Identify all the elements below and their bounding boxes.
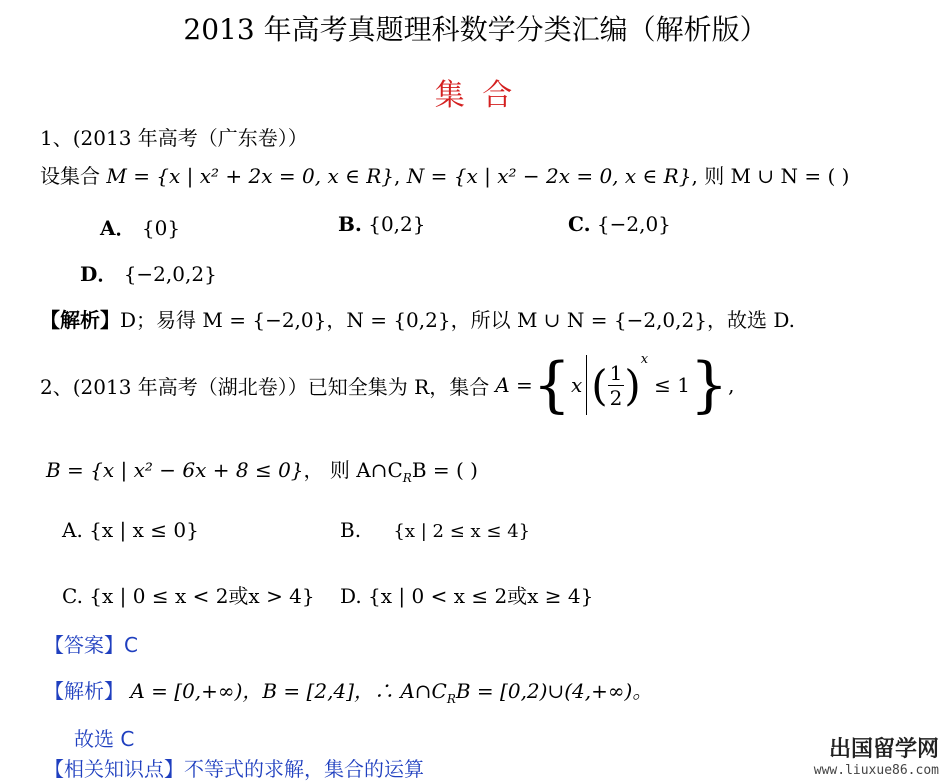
q2-answer <box>44 629 138 658</box>
q2-option-d: D. {x | 0 < x ≤ 2或x ≥ 4} <box>340 584 594 608</box>
q2-header-row: 2、(2013 年高考（湖北卷））已知全集为 R，集合 A = { x ( $\frac{1}{2}$ ) x ≤ 1 } , <box>40 350 735 420</box>
q2-knowledge-text: 不等式的求解，集合的运算 <box>184 757 424 781</box>
q1-option-c-label: C. <box>568 212 591 236</box>
q1-set-n: N = {x | x² − 2x = 0, x ∈ R} <box>406 164 692 188</box>
right-brace-icon: } <box>689 350 729 420</box>
left-brace-icon: { <box>532 350 571 420</box>
q2-option-b <box>340 518 530 542</box>
q2-option-a: A. {x | x ≤ 0} <box>62 518 199 542</box>
q1-ask: 则 M ∪ N = ( ) <box>704 164 850 188</box>
watermark-url: www.liuxue86.com <box>813 763 939 778</box>
divider-bar <box>586 355 587 415</box>
q1-option-c <box>568 212 671 236</box>
watermark <box>814 732 939 778</box>
q1-analysis-tag: 【解析】 <box>40 308 120 332</box>
q2-analysis-tag: 【解析】 <box>44 679 124 703</box>
q2-conclusion: 故选 C <box>74 727 135 751</box>
q2-set-a-suffix: ≤ 1 <box>654 373 690 397</box>
right-paren-icon: ) <box>624 360 641 410</box>
q2-set-a-x: x <box>570 373 583 397</box>
q1-option-a <box>100 212 180 241</box>
section-title: 集 合 <box>434 78 517 113</box>
q1-option-a-value: {0} <box>141 216 181 240</box>
q2-fraction <box>608 361 625 410</box>
q2-frac-den: 2 <box>609 385 623 410</box>
q1-option-b <box>338 212 426 236</box>
q2-exponent: x <box>640 352 649 367</box>
q2-set-b-row: B = {x | x² − 6x + 8 ≤ 0}， 则 $A\cap C_RB$ = ( ) <box>46 458 478 485</box>
page-title: 2013 年高考真题理科数学分类汇编（解析版） <box>183 13 768 46</box>
q2-set-b: B = {x | x² − 6x + 8 ≤ 0} <box>46 458 304 482</box>
q1-option-b-label: B. <box>338 212 362 236</box>
q1-option-d-label: D． <box>80 262 118 286</box>
q2-analysis-sub: R <box>446 692 456 706</box>
q2-set-a-prefix: A = <box>495 373 533 397</box>
q1-option-c-value: {−2,0} <box>596 212 671 236</box>
q1-header: 1、(2013 年高考（广东卷）） <box>40 126 308 150</box>
q2-analysis-text: A = [0,+∞)，B = [2,4]，∴ A∩C <box>130 679 447 703</box>
q1-option-b-value: {0,2} <box>368 212 426 236</box>
q2-answer-value: C <box>124 633 138 657</box>
q2-knowledge-tag: 【相关知识点】 <box>44 757 184 781</box>
watermark-name: 出国留学网 <box>828 737 939 762</box>
q2-ask-tail: B = ( ) <box>411 458 478 482</box>
q2-ask: 则 A∩C <box>329 458 403 482</box>
q2-analysis <box>44 675 652 706</box>
left-paren-icon: ( <box>591 360 608 410</box>
q1-option-a-label: A． <box>100 216 136 240</box>
q1-set-m: M = {x | x² + 2x = 0, x ∈ R} <box>106 164 395 188</box>
q2-ask-sub: R <box>402 471 412 485</box>
q1-option-d-value: {−2,0,2} <box>123 262 217 286</box>
q2-analysis-tail: B = [0,2)∪(4,+∞)。 <box>455 679 653 703</box>
q2-knowledge <box>44 753 424 782</box>
q2-option-c: C. {x | 0 ≤ x < 2或x > 4} <box>62 584 315 608</box>
q2-option-b-value: {x | 2 ≤ x ≤ 4} <box>393 521 531 542</box>
q2-frac-num: 1 <box>609 360 623 385</box>
q1-stem: 设集合 M = {x | x² + 2x = 0, x ∈ R}, N = {x | x² − 2x = 0, x ∈ R}, 则 M ∪ N = ( ) <box>40 164 850 188</box>
q1-stem-prefix: 设集合 <box>40 164 100 188</box>
q2-answer-tag: 【答案】 <box>44 633 124 657</box>
q1-option-d <box>80 258 217 287</box>
q2-option-b-label: B. <box>340 518 362 542</box>
q2-header: 2、(2013 年高考（湖北卷））已知全集为 R，集合 <box>40 374 490 399</box>
q1-analysis <box>40 304 795 333</box>
q1-analysis-text: D；易得 M = {−2,0}，N = {0,2}，所以 M ∪ N = {−2,0,2}，故选 D. <box>120 308 795 332</box>
